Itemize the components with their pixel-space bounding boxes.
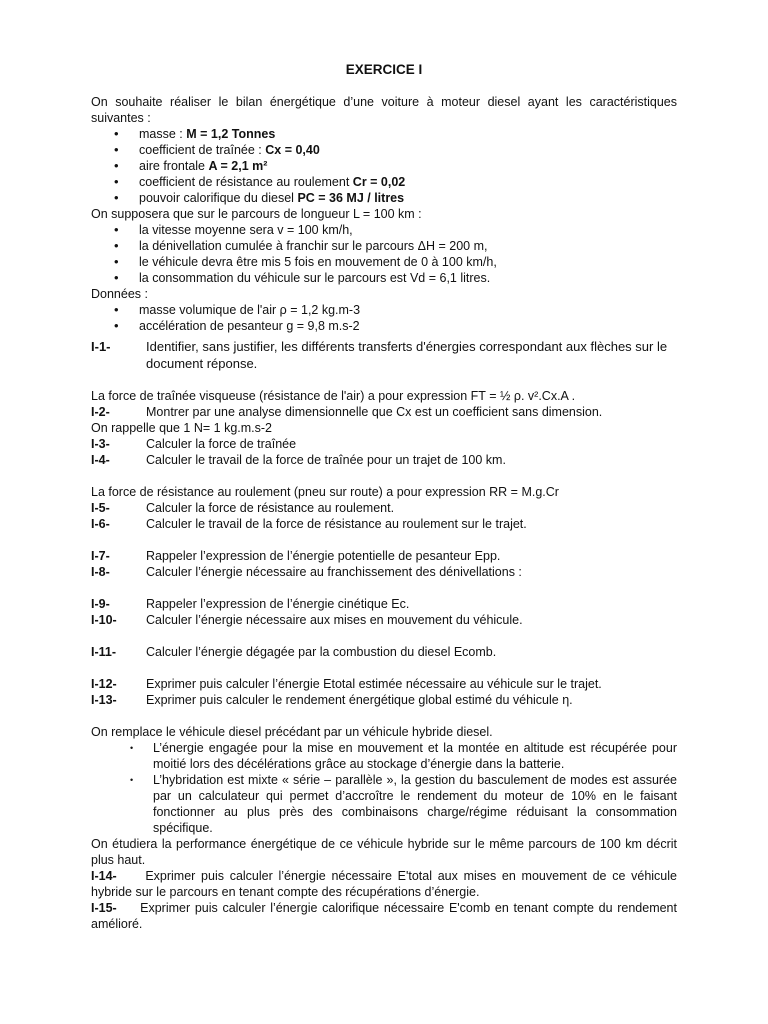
intro-paragraph: On souhaite réaliser le bilan énergétique d’une voiture à moteur diesel ayant les caractéristiques suivantes :	[91, 95, 677, 125]
list-item: • la dénivellation cumulée à franchir sur le parcours ΔH = 200 m,	[139, 238, 677, 254]
question-I-9: I-9- Rappeler l’expression de l’énergie cinétique Ec.	[91, 597, 410, 611]
question-I-6: I-6- Calculer le travail de la force de résistance au roulement sur le trajet.	[91, 517, 527, 531]
hybride-intro: On remplace le véhicule diesel précédant par un véhicule hybride diesel.	[91, 725, 493, 739]
list-item: • masse volumique de l'air ρ = 1,2 kg.m-3	[139, 302, 677, 318]
parcours-intro: On supposera que sur le parcours de longueur L = 100 km :	[91, 207, 422, 221]
question-I-4: I-4- Calculer le travail de la force de traînée pour un trajet de 100 km.	[91, 453, 506, 467]
question-I-12: I-12- Exprimer puis calculer l’énergie Etotal estimée nécessaire au véhicule sur le trajet.	[91, 677, 602, 691]
document-page	[91, 62, 677, 932]
list-item: • la consommation du véhicule sur le parcours est Vd = 6,1 litres.	[139, 270, 677, 286]
list-item: • accélération de pesanteur g = 9,8 m.s-2	[139, 318, 677, 334]
list-item: • L’énergie engagée pour la mise en mouvement et la montée en altitude est récupérée pour moitié lors des décélérations grâce au stockage d’énergie dans la batterie.	[153, 740, 677, 772]
parcours-list	[91, 222, 677, 286]
hybride-list	[91, 740, 677, 836]
question-I-8: I-8- Calculer l’énergie nécessaire au franchissement des dénivellations :	[91, 565, 522, 579]
list-item: • pouvoir calorifique du diesel PC = 36 MJ / litres	[139, 190, 677, 206]
list-item: • la vitesse moyenne sera v = 100 km/h,	[139, 222, 677, 238]
question-I-1: I-1- Identifier, sans justifier, les différents transferts d'énergies correspondant aux flèches sur le document réponse.	[91, 339, 668, 371]
list-item: • aire frontale A = 2,1 m²	[139, 158, 677, 174]
question-I-13: I-13- Exprimer puis calculer le rendement énergétique global estimé du véhicule η.	[91, 693, 573, 707]
question-I-3: I-3- Calculer la force de traînée	[91, 437, 297, 451]
trainee-intro: La force de traînée visqueuse (résistance de l'air) a pour expression FT = ½ ρ. v².Cx.A .	[91, 389, 576, 403]
question-I-15: I-15- Exprimer puis calculer l’énergie calorifique nécessaire E'comb en tenant compte du rendement amélioré.	[91, 901, 677, 931]
roulement-intro: La force de résistance au roulement (pneu sur route) a pour expression RR = M.g.Cr	[91, 485, 559, 499]
characteristics-list	[91, 126, 677, 206]
list-item: • le véhicule devra être mis 5 fois en mouvement de 0 à 100 km/h,	[139, 254, 677, 270]
page-title: EXERCICE I	[345, 62, 423, 77]
rappel: On rappelle que 1 N= 1 kg.m.s-2	[91, 421, 272, 435]
question-I-5: I-5- Calculer la force de résistance au roulement.	[91, 501, 395, 515]
question-I-10: I-10- Calculer l’énergie nécessaire aux mises en mouvement du véhicule.	[91, 613, 523, 627]
question-I-7: I-7- Rappeler l’expression de l’énergie potentielle de pesanteur Epp.	[91, 549, 501, 563]
list-item: • coefficient de résistance au roulement Cr = 0,02	[139, 174, 677, 190]
list-item: • L’hybridation est mixte « série – parallèle », la gestion du basculement de modes est assurée par un calculateur qui permet d’accroître le rendement du moteur de 10% en le faisant fonctionner au plus près des combinaisons charge/régime réduisant la consommation spécifique.	[153, 772, 677, 836]
donnees-label: Données :	[91, 287, 148, 301]
list-item: • coefficient de traînée : Cx = 0,40	[139, 142, 677, 158]
question-I-11: I-11- Calculer l’énergie dégagée par la combustion du diesel Ecomb.	[91, 645, 497, 659]
question-I-14: I-14- Exprimer puis calculer l’énergie nécessaire E'total aux mises en mouvement de ce véhicule hybride sur le parcours en tenant compte des récupérations d’énergie.	[91, 869, 677, 899]
question-I-2: I-2- Montrer par une analyse dimensionnelle que Cx est un coefficient sans dimension.	[91, 405, 603, 419]
etude-paragraph: On étudiera la performance énergétique de ce véhicule hybride sur le même parcours de 100 km décrit plus haut.	[91, 837, 677, 867]
donnees-list	[91, 302, 677, 334]
list-item: • masse : M = 1,2 Tonnes	[139, 126, 677, 142]
